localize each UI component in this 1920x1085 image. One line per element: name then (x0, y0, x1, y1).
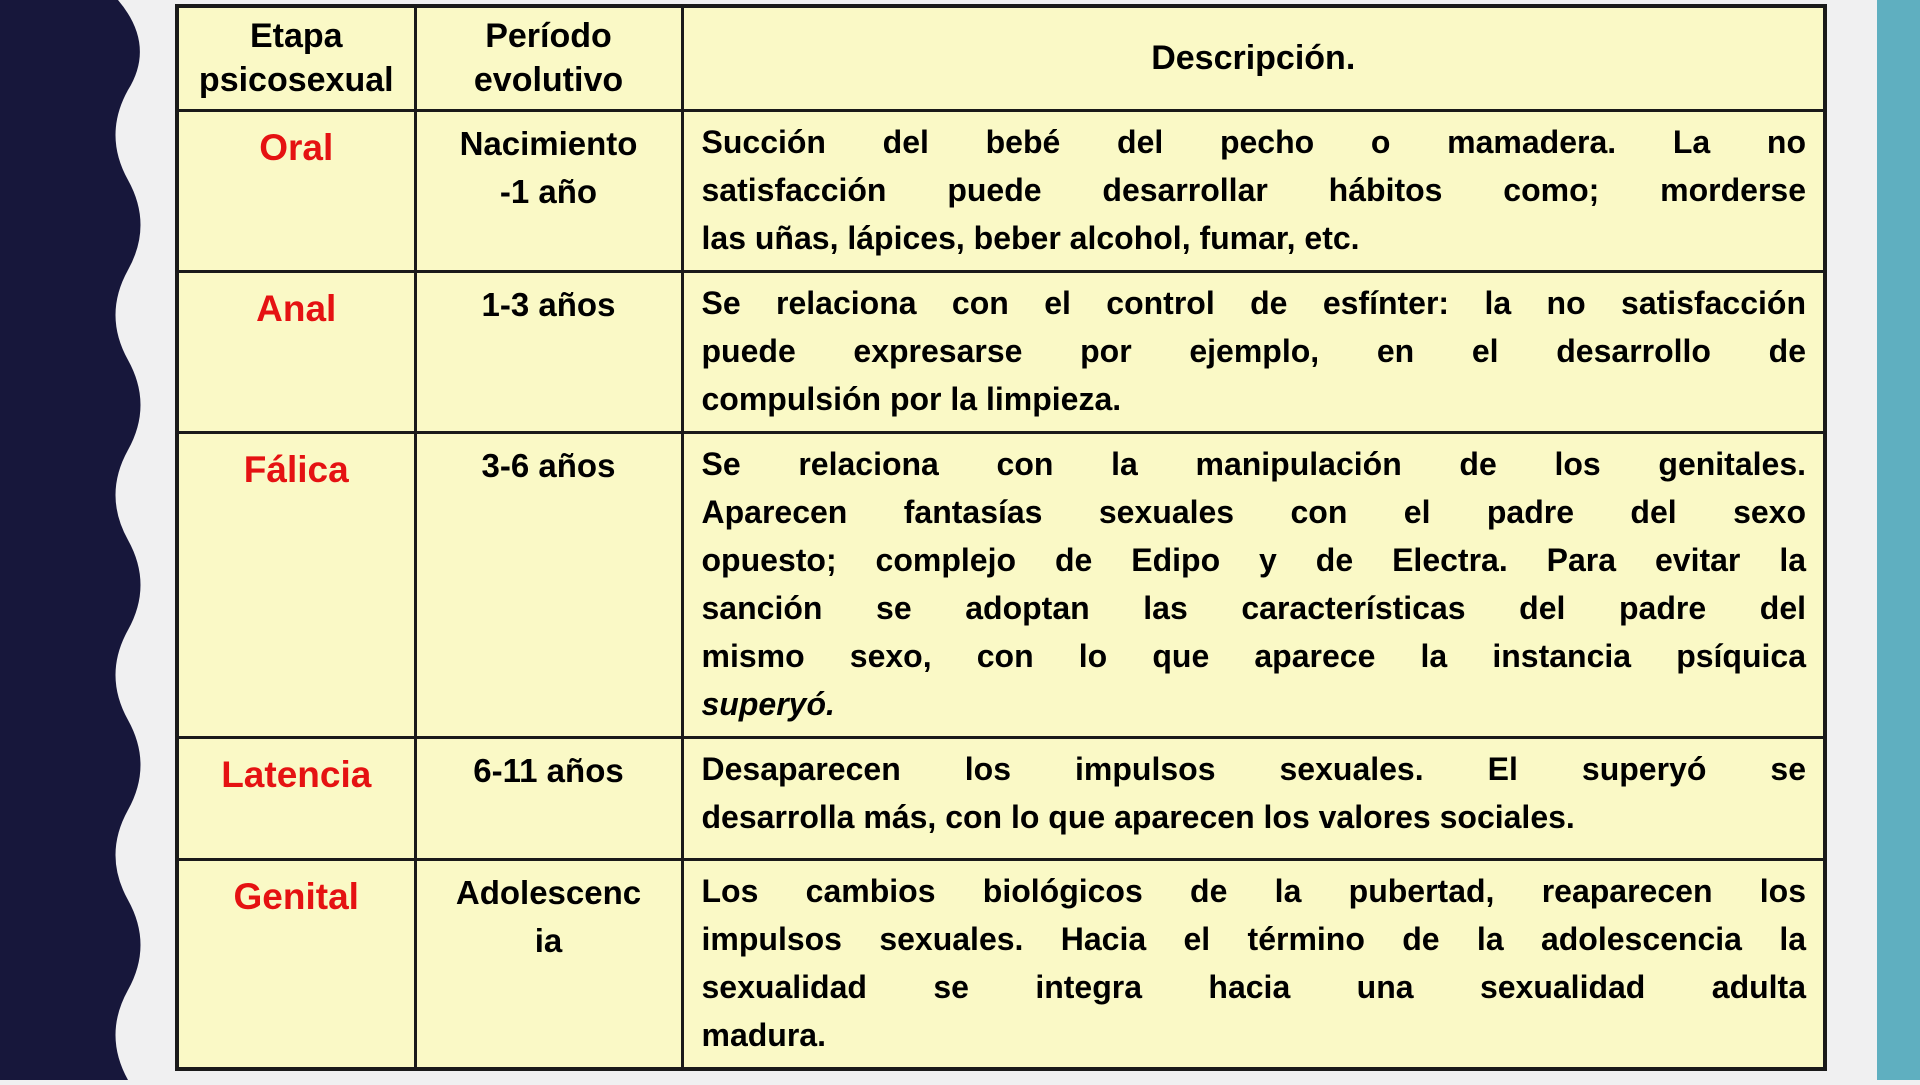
description-line: Desaparecen los impulsos sexuales. El superyó se (701, 750, 1806, 787)
stage-cell: Genital (177, 859, 415, 1069)
description-line: Succión del bebé del pecho o mamadera. La no (701, 123, 1806, 160)
description-line: compulsión por la limpieza. (701, 380, 1122, 417)
description-cell (682, 737, 1825, 859)
period-cell (415, 432, 682, 737)
description-cell (682, 859, 1825, 1069)
wave-shape-icon (0, 0, 170, 1080)
description-line: madura. (701, 1016, 826, 1053)
right-stripe-decoration (1877, 0, 1920, 1080)
header-line: Etapa (249, 17, 343, 56)
period-cell (415, 737, 682, 859)
description-line: sanción se adoptan las características del padre del (701, 589, 1806, 626)
table-row (177, 432, 1825, 737)
period-cell (415, 271, 682, 432)
period-line: 3-6 años (481, 446, 616, 484)
description-line: superyó. (701, 685, 835, 722)
description-line: opuesto; complejo de Edipo y de Electra. Para evitar la (701, 541, 1806, 578)
table-row (177, 110, 1825, 271)
header-line: psicosexual (198, 61, 394, 100)
header-line: evolutivo (473, 61, 624, 100)
header-line: Descripción. (1151, 39, 1356, 78)
description-line: sexualidad se integra hacia una sexualidad adulta (701, 968, 1806, 1005)
period-line: 1-3 años (481, 285, 616, 323)
stage-cell: Oral (177, 110, 415, 271)
stage-cell: Latencia (177, 737, 415, 859)
description-line: Se relaciona con el control de esfínter: la no satisfacción (701, 284, 1806, 321)
description-line: Se relaciona con la manipulación de los genitales. (701, 445, 1806, 482)
period-line: 6-11 años (473, 751, 624, 789)
header-descripcion (682, 6, 1825, 110)
table-header-row (177, 6, 1825, 110)
header-periodo-evolutivo (415, 6, 682, 110)
header-etapa-psicosexual (177, 6, 415, 110)
description-line: impulsos sexuales. Hacia el término de la adolescencia la (701, 920, 1806, 957)
stage-cell: Anal (177, 271, 415, 432)
table-row (177, 859, 1825, 1069)
description-line: desarrolla más, con lo que aparecen los valores sociales. (701, 798, 1575, 835)
period-line: ia (534, 921, 563, 959)
description-line: Aparecen fantasías sexuales con el padre del sexo (701, 493, 1806, 530)
period-cell (415, 110, 682, 271)
description-cell (682, 271, 1825, 432)
table-row (177, 271, 1825, 432)
description-line: Los cambios biológicos de la pubertad, reaparecen los (701, 872, 1806, 909)
description-line: puede expresarse por ejemplo, en el desarrollo de (701, 332, 1806, 369)
period-line: Adolescenc (455, 873, 642, 911)
header-line: Período (485, 17, 612, 56)
description-cell (682, 432, 1825, 737)
psychosexual-stages-table (175, 4, 1827, 1071)
description-line: las uñas, lápices, beber alcohol, fumar, etc. (701, 219, 1360, 256)
description-line: satisfacción puede desarrollar hábitos como; morderse (701, 171, 1806, 208)
description-cell (682, 110, 1825, 271)
table-row (177, 737, 1825, 859)
period-line: -1 año (499, 172, 598, 210)
period-cell (415, 859, 682, 1069)
stage-cell: Fálica (177, 432, 415, 737)
period-line: Nacimiento (459, 124, 638, 162)
description-line: mismo sexo, con lo que aparece la instancia psíquica (701, 637, 1806, 674)
left-wave-decoration (0, 0, 170, 1080)
